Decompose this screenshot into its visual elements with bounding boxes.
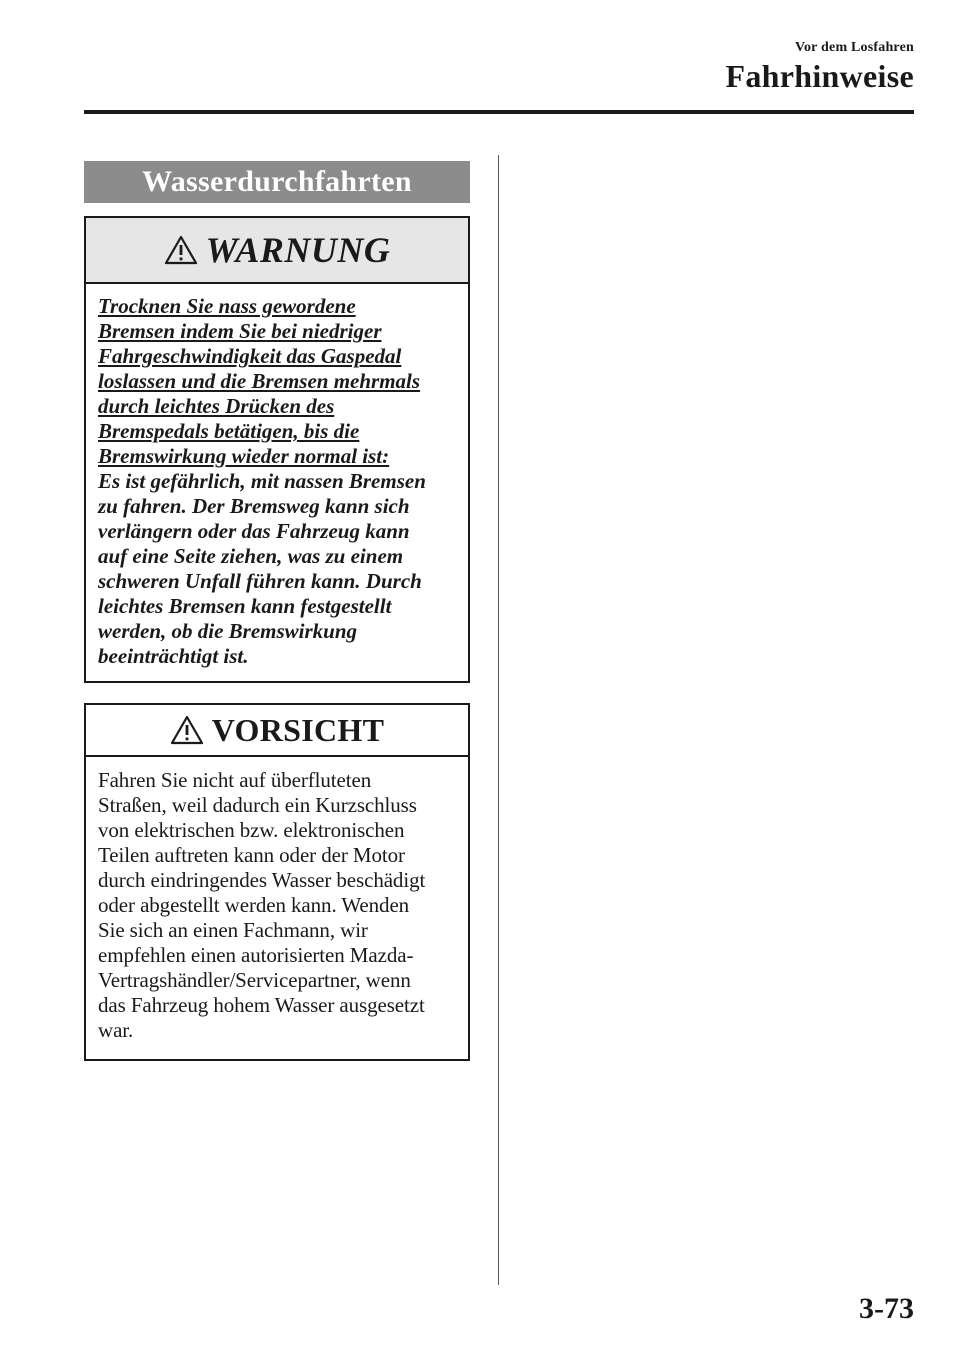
column-divider xyxy=(498,155,499,1285)
warning-text-line: auf eine Seite ziehen, was zu einem xyxy=(98,544,404,568)
caution-text-line: das Fahrzeug hohem Wasser ausgesetzt xyxy=(98,993,425,1017)
warning-text-line: beeinträchtigt ist. xyxy=(98,644,249,668)
caution-text-line: empfehlen einen autorisierten Mazda- xyxy=(98,943,414,967)
warning-triangle-icon xyxy=(170,715,204,745)
warning-lead-line: Bremspedals betätigen, bis die xyxy=(98,419,360,443)
warning-text-line: schweren Unfall führen kann. Durch xyxy=(98,569,422,593)
warning-box xyxy=(84,216,470,683)
caution-text-line: durch eindringendes Wasser beschädigt xyxy=(98,868,426,892)
caution-text-line: Fahren Sie nicht auf überfluteten xyxy=(98,768,372,792)
caution-title: VORSICHT xyxy=(211,711,385,748)
warning-text-line: verlängern oder das Fahrzeug kann xyxy=(98,519,410,543)
caution-text-line: Sie sich an einen Fachmann, wir xyxy=(98,918,368,942)
header-rule xyxy=(84,110,914,114)
warning-header xyxy=(86,218,468,284)
caution-header xyxy=(86,705,468,757)
section-title: Wasserdurchfahrten xyxy=(84,161,470,203)
warning-text-line: zu fahren. Der Bremsweg kann sich xyxy=(98,494,410,518)
caution-box xyxy=(84,703,470,1061)
caution-text-line: Vertragshändler/Servicepartner, wenn xyxy=(98,968,411,992)
warning-body xyxy=(86,284,468,681)
warning-lead-line: Trocknen Sie nass gewordene xyxy=(98,294,356,318)
page-number: 3-73 xyxy=(859,1292,914,1325)
caution-text-line: war. xyxy=(98,1018,134,1042)
caution-text-line: Teilen auftreten kann oder der Motor xyxy=(98,843,405,867)
warning-lead-line: Bremsen indem Sie bei niedriger xyxy=(98,319,382,343)
warning-lead-line: loslassen und die Bremsen mehrmals xyxy=(98,369,421,393)
caution-text-line: oder abgestellt werden kann. Wenden xyxy=(98,893,410,917)
chapter-title: Vor dem Losfahren xyxy=(794,40,914,55)
caution-body xyxy=(86,757,468,1059)
warning-text-line: werden, ob die Bremswirkung xyxy=(98,619,358,643)
section-heading: Fahrhinweise xyxy=(725,58,914,94)
warning-triangle-icon xyxy=(164,235,198,265)
warning-text-line: leichtes Bremsen kann festgestellt xyxy=(98,594,392,618)
warning-text-line: Es ist gefährlich, mit nassen Bremsen xyxy=(98,469,426,493)
caution-text-line: von elektrischen bzw. elektronischen xyxy=(98,818,405,842)
caution-text-line: Straßen, weil dadurch ein Kurzschluss xyxy=(98,793,417,817)
page-header xyxy=(726,40,915,95)
warning-lead-line: Bremswirkung wieder normal ist: xyxy=(98,444,390,468)
warning-lead-line: Fahrgeschwindigkeit das Gaspedal xyxy=(98,344,402,368)
warning-title: WARNUNG xyxy=(205,230,391,270)
warning-lead-line: durch leichtes Drücken des xyxy=(98,394,335,418)
